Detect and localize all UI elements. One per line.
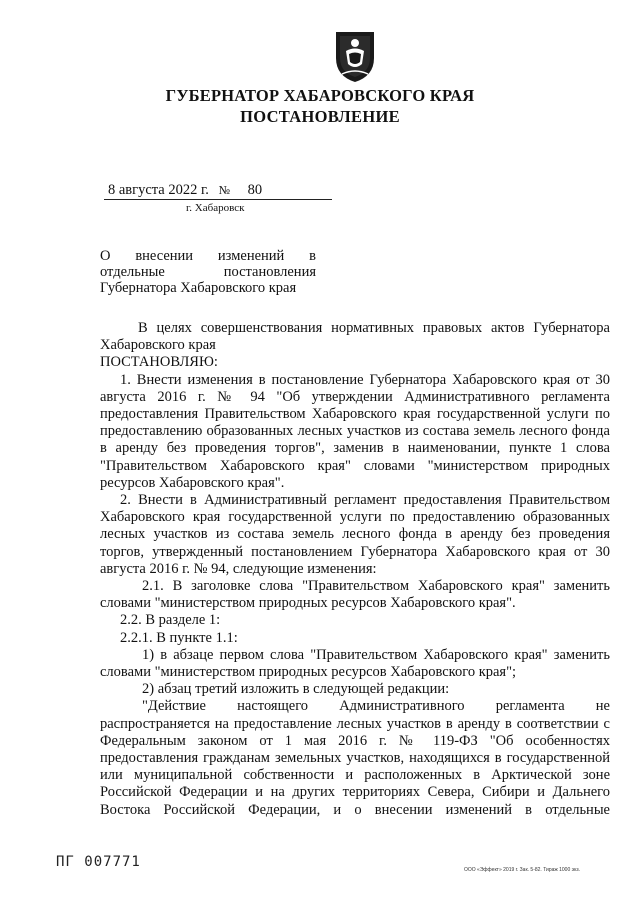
- form-serial-number: ПГ 007771: [56, 854, 141, 870]
- paragraph-2-1: 2.1. В заголовке слова "Правительством Хабаровского края" заменить словами "министерством природных ресурсов Хабаровского края".: [100, 578, 610, 612]
- date-underline: [104, 199, 332, 200]
- preamble-paragraph: В целях совершенствования нормативных правовых актов Губернатора Хабаровского края: [100, 320, 610, 354]
- date-number-row: [108, 182, 262, 199]
- document-subject: [100, 248, 316, 296]
- paragraph-2-2: 2.2. В разделе 1:: [120, 612, 221, 629]
- number-sign: №: [218, 183, 231, 197]
- subject-line: О внесении изменений в: [100, 248, 316, 264]
- document-body: [100, 320, 610, 819]
- city: г. Хабаровск: [186, 202, 245, 214]
- document-date: 8 августа 2022 г.: [108, 182, 209, 198]
- document-type: ПОСТАНОВЛЕНИЕ: [240, 107, 400, 126]
- document-number: 80: [247, 182, 263, 198]
- issuer-title: ГУБЕРНАТОР ХАБАРОВСКОГО КРАЯ: [165, 86, 475, 105]
- subject-line: отдельные постановления: [100, 264, 316, 280]
- paragraph-2-2-1: 2.2.1. В пункте 1.1:: [120, 629, 238, 646]
- paragraph-2-2-1-item-1: 1) в абзаце первом слова "Правительством Хабаровского края" заменить словами "министерством природных ресурсов Хабаровского края";: [100, 646, 610, 681]
- subject-line: Губернатора Хабаровского края: [100, 280, 297, 296]
- coat-of-arms-icon: [332, 28, 378, 84]
- paragraph-2: 2. Внести в Административный регламент предоставления Правительством Хабаровского края государственной услуги по предоставлению образованных лесных участков из состава земель лесного фонда в аренду без проведения торгов, утвержденный постановлением Губернатора Хабаровского края от 30 августа 2016 г. № 94, следующие изменения:: [100, 492, 610, 577]
- paragraph-1: 1. Внести изменения в постановление Губернатора Хабаровского края от 30 августа 2016 г. № 94 "Об утверждении Административного регламента предоставления Правительством Хабаровского края государственной услуги по предоставлению образованных лесных участков из состава земель лесного фонда в аренду без проведения торгов", заменив в наименовании, пункте 1 слова "Правительством Хабаровского края" словами "министерством природных ресурсов Хабаровского края".: [100, 371, 610, 491]
- paragraph-2-2-1-item-2: 2) абзац третий изложить в следующей редакции:: [142, 681, 450, 698]
- quoted-paragraph: "Действие настоящего Административного регламента не распространяется на предоставление лесных участков в аренду в соответствии с Федеральным законом от 1 мая 2016 г. № 119-ФЗ "Об особенностях предоставления гражданам земельных участков, находящихся в государственной или муниципальной собственности и расположенных в Арктической зоне Российской Федерации и на других территориях Севера, Сибири и Дальнего Востока Российской Федерации, и о внесении изменений в отдельные: [100, 698, 610, 818]
- printer-imprint: ООО «Эффект» 2019 г. Зак. 5-82. Тираж 1000 экз.: [464, 867, 581, 873]
- decree-word: ПОСТАНОВЛЯЮ:: [100, 354, 218, 371]
